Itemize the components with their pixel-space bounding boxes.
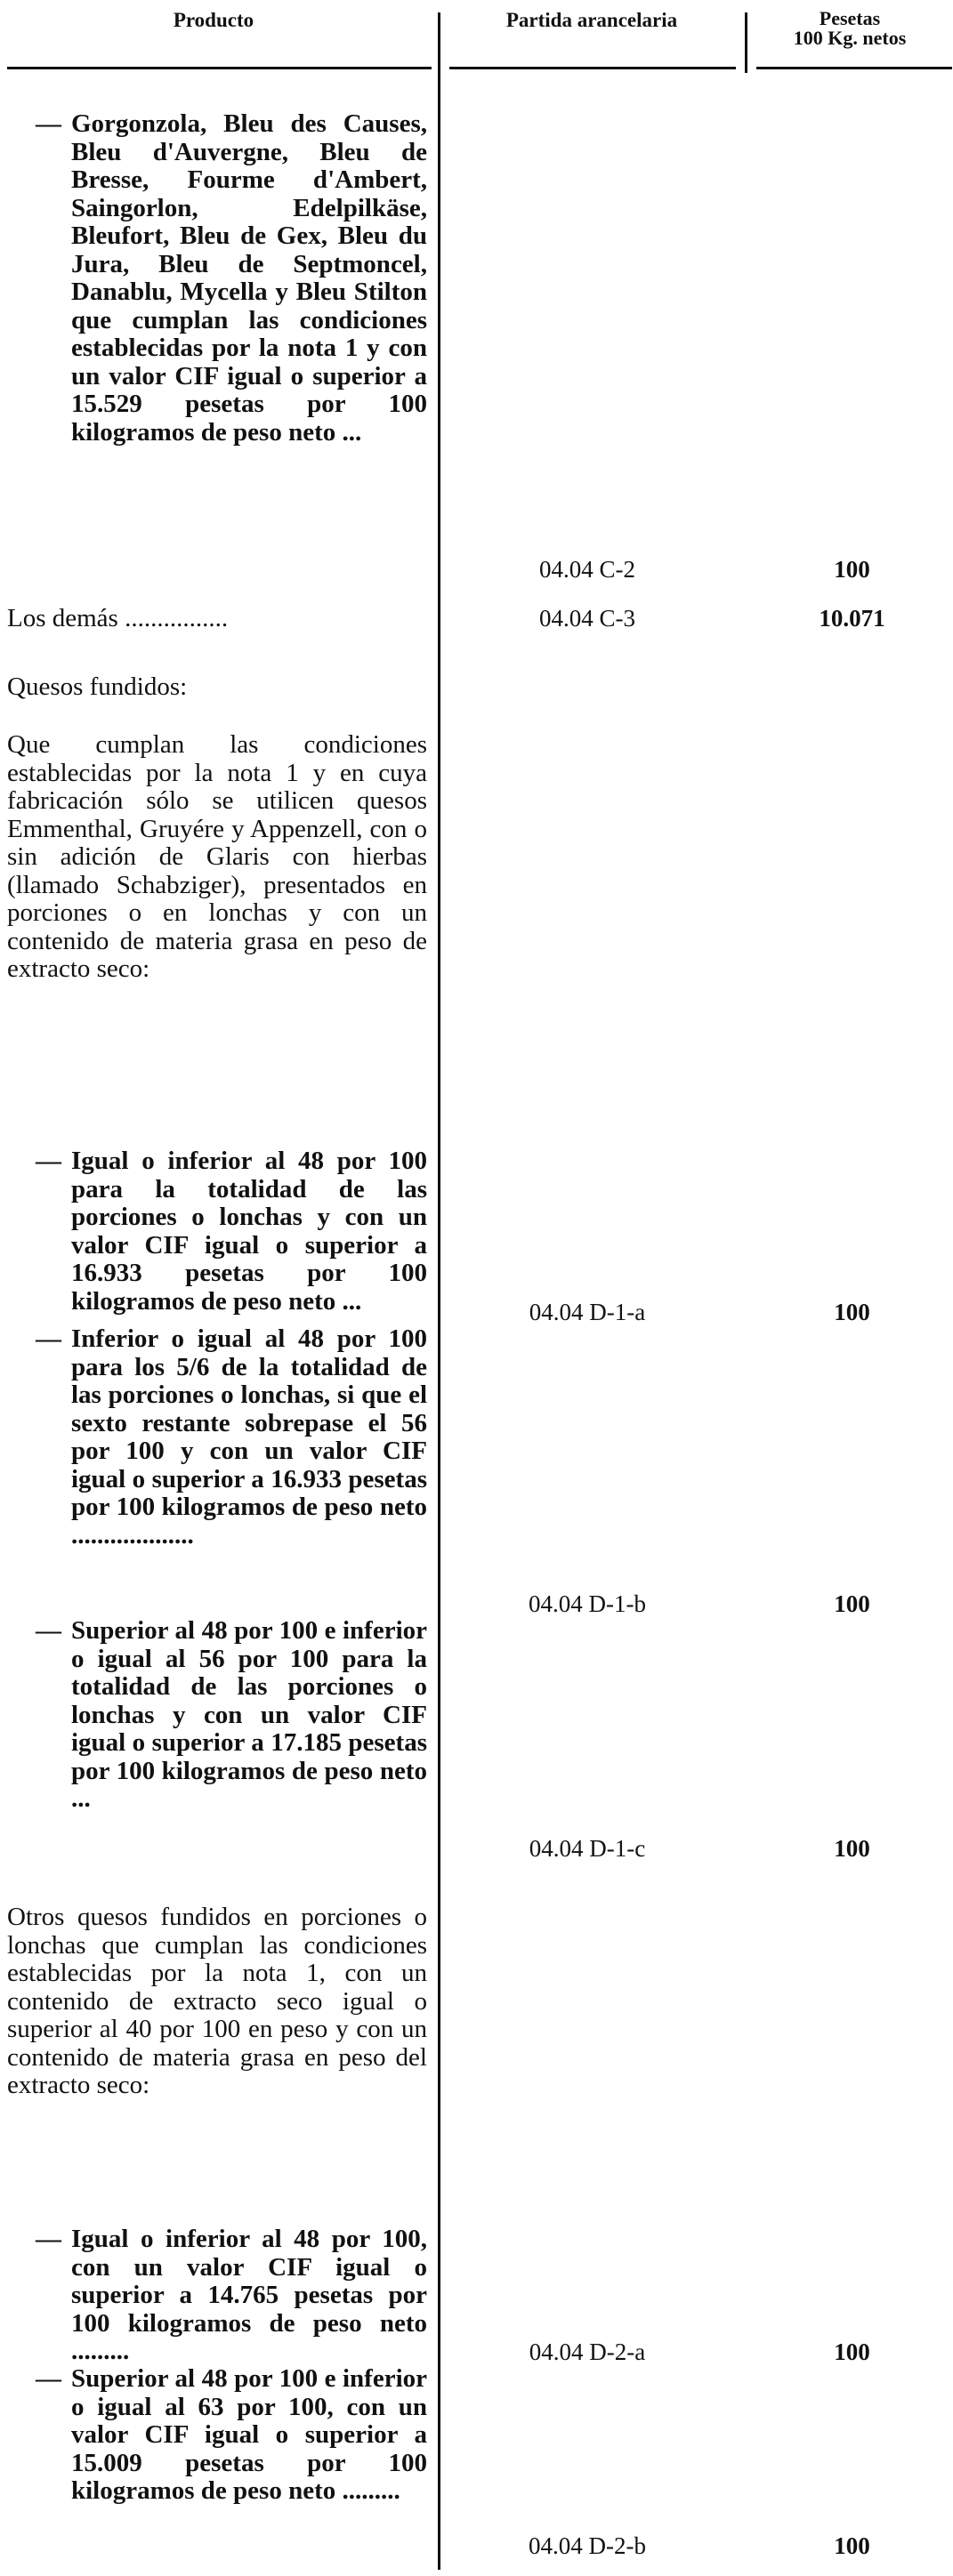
entry-text: Otros quesos fundidos en porciones o lonchas que cumplan las condiciones establecidas por la nota 1, con un contenido de extracto seco igual o superior al 40 por 100 en peso y con un contenido de materia grasa en peso del extracto seco:: [7, 1903, 427, 2099]
entry-text: Los demás ................: [7, 604, 229, 632]
tariff-code: 04.04 D-1-c: [529, 1835, 646, 1862]
rate-value: 100: [834, 556, 870, 583]
tariff-code: 04.04 D-2-b: [529, 2532, 646, 2559]
column-header-partida: Partida arancelaria: [505, 9, 678, 31]
entry-text: Igual o inferior al 48 por 100 para la totalidad de las porciones o lonchas y con un valor CIF igual o superior a 16.933 pesetas por 100 kilogramos de peso neto ...: [71, 1147, 427, 1316]
tariff-code: 04.04 C-2: [539, 556, 635, 583]
rate-value: 10.071: [819, 605, 885, 632]
entry-dash: —: [36, 109, 61, 138]
column-divider-right: [745, 12, 747, 73]
header-underline-partida: [449, 67, 736, 69]
tariff-code: 04.04 D-1-b: [529, 1590, 646, 1617]
tariff-code: 04.04 D-2-a: [529, 2339, 646, 2365]
entry-text: Inferior o igual al 48 por 100 para los 5/6 de la totalidad de las porciones o lonchas, si que el sexto restante sobrepase el 56 por 100 y con un valor CIF igual o superior a 16.933 pesetas por 100 kilogramos de peso neto ...................: [71, 1324, 427, 1550]
column-header-pesetas-line2: 100 Kg. netos: [793, 27, 907, 49]
entry-text: Igual o inferior al 48 por 100, con un valor CIF igual o superior a 14.765 pesetas por 100 kilogramos de peso neto .........: [71, 2225, 427, 2365]
column-header-pesetas-line1: Pesetas: [819, 7, 881, 29]
entry-dash: —: [36, 2364, 61, 2393]
entry-dash: —: [36, 1616, 61, 1645]
column-header-producto: Producto: [173, 9, 254, 31]
entry-text: Que cumplan las condiciones establecidas por la nota 1 y en cuya fabricación sólo se utilicen quesos Emmenthal, Gruyére y Appenzell, con o sin adición de Glaris con hierbas (llamado Schabziger), presentados en porciones o en lonchas y con un contenido de materia grasa en peso de extracto seco:: [7, 730, 427, 983]
column-header-pesetas: [747, 9, 952, 48]
entry-dash: —: [36, 1147, 61, 1175]
rate-value: 100: [834, 1590, 870, 1617]
column-divider-left: [438, 12, 440, 2570]
section-heading: Quesos fundidos:: [7, 672, 188, 701]
rate-value: 100: [834, 2532, 870, 2559]
rate-value: 100: [834, 1835, 870, 1862]
header-underline-producto: [7, 67, 432, 69]
rate-value: 100: [834, 2339, 870, 2365]
rate-value: 100: [834, 1299, 870, 1325]
tariff-code: 04.04 D-1-a: [529, 1299, 646, 1325]
entry-dash: —: [36, 1324, 61, 1353]
entry-text: Gorgonzola, Bleu des Causes, Bleu d'Auvergne, Bleu de Bresse, Fourme d'Ambert, Saingorlon, Edelpilkäse, Bleufort, Bleu de Gex, Bleu du Jura, Bleu de Septmoncel, Danablu, Mycella y Bleu Stilton que cumplan las condiciones establecidas por la nota 1 y con un valor CIF igual o superior a 15.529 pesetas por 100 kilogramos de peso neto ...: [71, 109, 427, 447]
entry-text: Superior al 48 por 100 e inferior o igual al 63 por 100, con un valor CIF igual o superior a 15.009 pesetas por 100 kilogramos de peso neto .........: [71, 2364, 427, 2505]
entry-text: Superior al 48 por 100 e inferior o igual al 56 por 100 para la totalidad de las porciones o lonchas y con un valor CIF igual o superior a 17.185 pesetas por 100 kilogramos de peso neto ...: [71, 1616, 427, 1813]
entry-dash: —: [36, 2225, 61, 2253]
header-underline-pesetas: [756, 67, 952, 69]
tariff-code: 04.04 C-3: [539, 605, 635, 632]
